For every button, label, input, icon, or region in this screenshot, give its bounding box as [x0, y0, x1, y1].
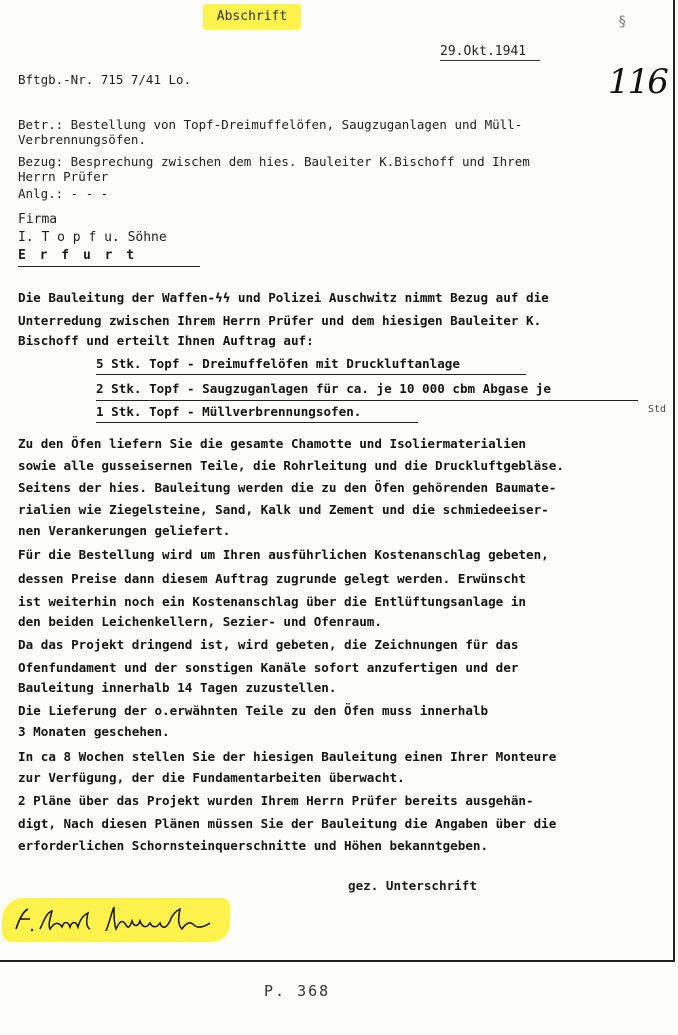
body-line: nen Verankerungen geliefert.	[18, 523, 231, 538]
order-item-1: 5 Stk. Topf - Dreimuffelöfen mit Druckluftanlage	[96, 356, 460, 371]
recipient-underline	[18, 266, 200, 267]
intro-line: Unterredung zwischen Ihrem Herrn Prüfer und dem hiesigen Bauleiter K.	[18, 313, 542, 328]
subject-line-1: Betr.: Bestellung von Topf-Dreimuffelöfen, Saugzuganlagen und Müll-	[18, 117, 523, 132]
body-line: Bauleitung innerhalb 14 Tagen zuzustellen.	[18, 680, 337, 695]
body-line: digt, Nach diesen Plänen müssen Sie der Bauleitung die Angaben über die	[18, 816, 557, 831]
body-line: 2 Pläne über das Projekt wurden Ihrem Herrn Prüfer bereits ausgehän-	[18, 793, 534, 808]
body-line: Da das Projekt dringend ist, wird gebeten, die Zeichnungen für das	[18, 637, 519, 652]
body-line: rialien wie Ziegelsteine, Sand, Kalk und Zement und die schmiedeeiser-	[18, 502, 549, 517]
order-item-underline	[96, 374, 526, 375]
letter-date: 29.Okt.1941	[440, 44, 527, 59]
corner-mark: §	[618, 14, 627, 30]
body-line: zur Verfügung, der die Fundamentarbeiten überwacht.	[18, 770, 405, 785]
recipient-firma: Firma	[18, 212, 58, 227]
reference-line-1: Bezug: Besprechung zwischen dem hies. Bauleiter K.Bischoff und Ihrem	[18, 154, 530, 169]
reference-line-2: Herrn Prüfer	[18, 169, 109, 184]
order-item-2: 2 Stk. Topf - Saugzuganlagen für ca. je 10 000 cbm Abgase je	[96, 381, 551, 396]
body-line: Für die Bestellung wird um Ihren ausführlichen Kostenanschlag gebeten,	[18, 547, 549, 562]
std-note: Std	[648, 404, 667, 415]
order-item-underline	[96, 400, 638, 401]
body-line: den beiden Leichenkellern, Sezier- und Ofenraum.	[18, 614, 382, 629]
abschrift-stamp: Abschrift	[203, 4, 301, 30]
handwritten-signature	[10, 903, 224, 937]
body-line: ist weiterhin noch ein Kostenanschlag über die Entlüftungsanlage in	[18, 594, 526, 609]
reference-number: Bftgb.-Nr. 715 7/41 Lo.	[18, 72, 192, 87]
intro-line: Die Bauleitung der Waffen-ϟϟ und Polizei Auschwitz nimmt Bezug auf die	[18, 290, 549, 305]
body-line: Die Lieferung der o.erwähnten Teile zu den Öfen muss innerhalb	[18, 703, 489, 718]
body-line: dessen Preise dann diesem Auftrag zugrunde gelegt werden. Erwünscht	[18, 571, 526, 586]
body-line: 3 Monaten geschehen.	[18, 724, 170, 739]
subject-line-2: Verbrennungsöfen.	[18, 132, 146, 147]
body-line: sowie alle gusseisernen Teile, die Rohrleitung und die Druckluftgebläse.	[18, 458, 564, 473]
recipient-city: E r f u r t	[18, 248, 138, 263]
order-item-3: 1 Stk. Topf - Müllverbrennungsofen.	[96, 404, 362, 419]
page-border-right	[673, 0, 675, 962]
handwritten-page-number: 116	[608, 62, 667, 102]
page-reference: P. 368	[264, 982, 331, 1000]
body-line: Zu den Öfen liefern Sie die gesamte Chamotte und Isoliermaterialien	[18, 436, 526, 451]
body-line: erforderlichen Schornsteinquerschnitte und Höhen bekanntgeben.	[18, 838, 489, 853]
page-border-bottom	[0, 960, 675, 962]
order-item-underline	[96, 422, 418, 423]
signature-note: gez. Unterschrift	[348, 878, 477, 893]
intro-line: Bischoff und erteilt Ihnen Auftrag auf:	[18, 333, 314, 348]
body-line: In ca 8 Wochen stellen Sie der hiesigen Bauleitung einen Ihrer Monteure	[18, 749, 557, 764]
body-line: Seitens der hies. Bauleitung werden die zu den Öfen gehörenden Baumate-	[18, 480, 557, 495]
attachments-line: Anlg.: - - -	[18, 186, 109, 201]
body-line: Ofenfundament und der sonstigen Kanäle sofort anzufertigen und der	[18, 660, 519, 675]
recipient-name: I. T o p f u. Söhne	[18, 230, 167, 245]
date-underline	[440, 60, 540, 61]
